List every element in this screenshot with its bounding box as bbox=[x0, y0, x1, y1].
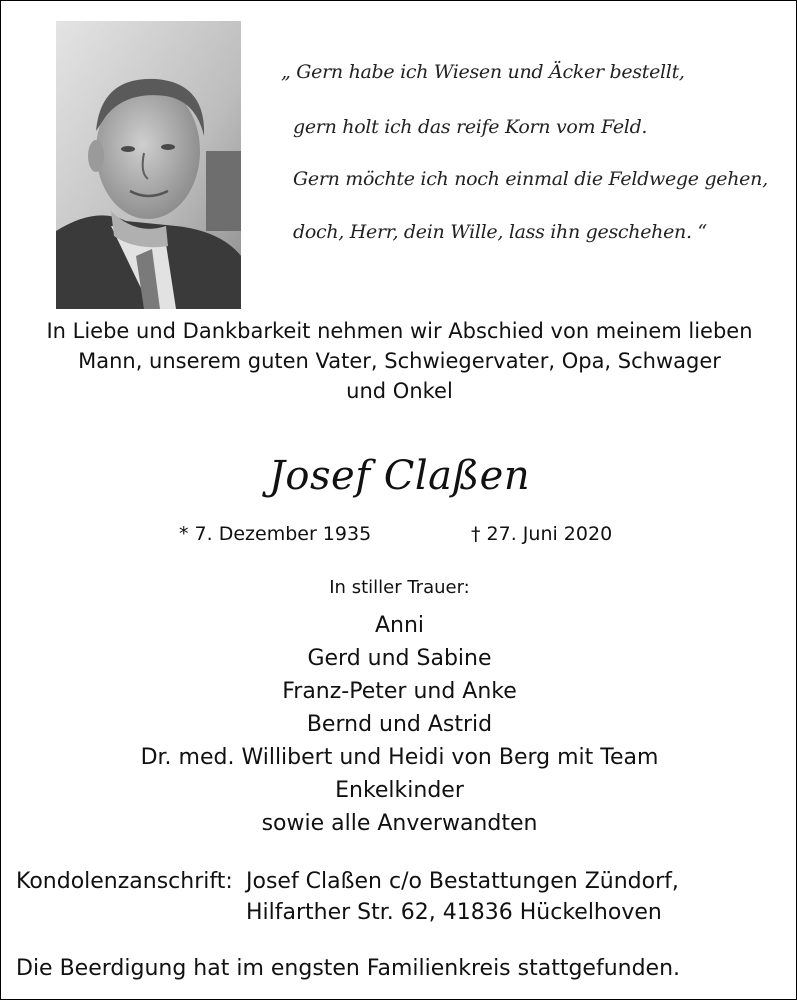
poem-line: Gern möchte ich noch einmal die Feldwege gehen, bbox=[293, 168, 768, 190]
deceased-name: Josef Claßen bbox=[268, 453, 531, 499]
death-date: † 27. Juni 2020 bbox=[471, 523, 613, 545]
poem-line: gern holt ich das reife Korn vom Feld. bbox=[293, 116, 648, 138]
poem-line: doch, Herr, dein Wille, lass ihn geschehen. “ bbox=[293, 221, 707, 243]
mourner-name: sowie alle Anverwandten bbox=[261, 811, 538, 836]
condolence-label: Kondolenzanschrift: bbox=[16, 869, 233, 894]
condolence-address: Josef Claßen c/o Bestattungen Zündorf, bbox=[246, 869, 679, 894]
funeral-note: Die Beerdigung hat im engsten Familienkreis stattgefunden. bbox=[16, 956, 681, 981]
mourner-name: Franz-Peter und Anke bbox=[282, 679, 517, 704]
portrait-photo-image bbox=[56, 21, 241, 309]
intro-text: und Onkel bbox=[346, 379, 453, 403]
intro-text: In Liebe und Dankbarkeit nehmen wir Abschied von meinem lieben bbox=[46, 319, 753, 343]
mourner-name: Anni bbox=[374, 613, 425, 638]
mourning-heading: In stiller Trauer: bbox=[329, 577, 470, 598]
mourner-name: Dr. med. Willibert und Heidi von Berg mit Team bbox=[140, 745, 659, 770]
intro-text: Mann, unserem guten Vater, Schwiegervater, Opa, Schwager bbox=[78, 349, 721, 373]
mourner-name: Gerd und Sabine bbox=[307, 646, 492, 671]
portrait-photo bbox=[56, 21, 241, 309]
mourner-name: Bernd und Astrid bbox=[306, 712, 493, 737]
poem-line: „ Gern habe ich Wiesen und Äcker bestellt, bbox=[281, 61, 685, 83]
birth-date: * 7. Dezember 1935 bbox=[179, 523, 372, 545]
condolence-address: Hilfarther Str. 62, 41836 Hückelhoven bbox=[246, 900, 662, 925]
mourner-name: Enkelkinder bbox=[335, 778, 464, 803]
mourners-list bbox=[1, 609, 797, 840]
